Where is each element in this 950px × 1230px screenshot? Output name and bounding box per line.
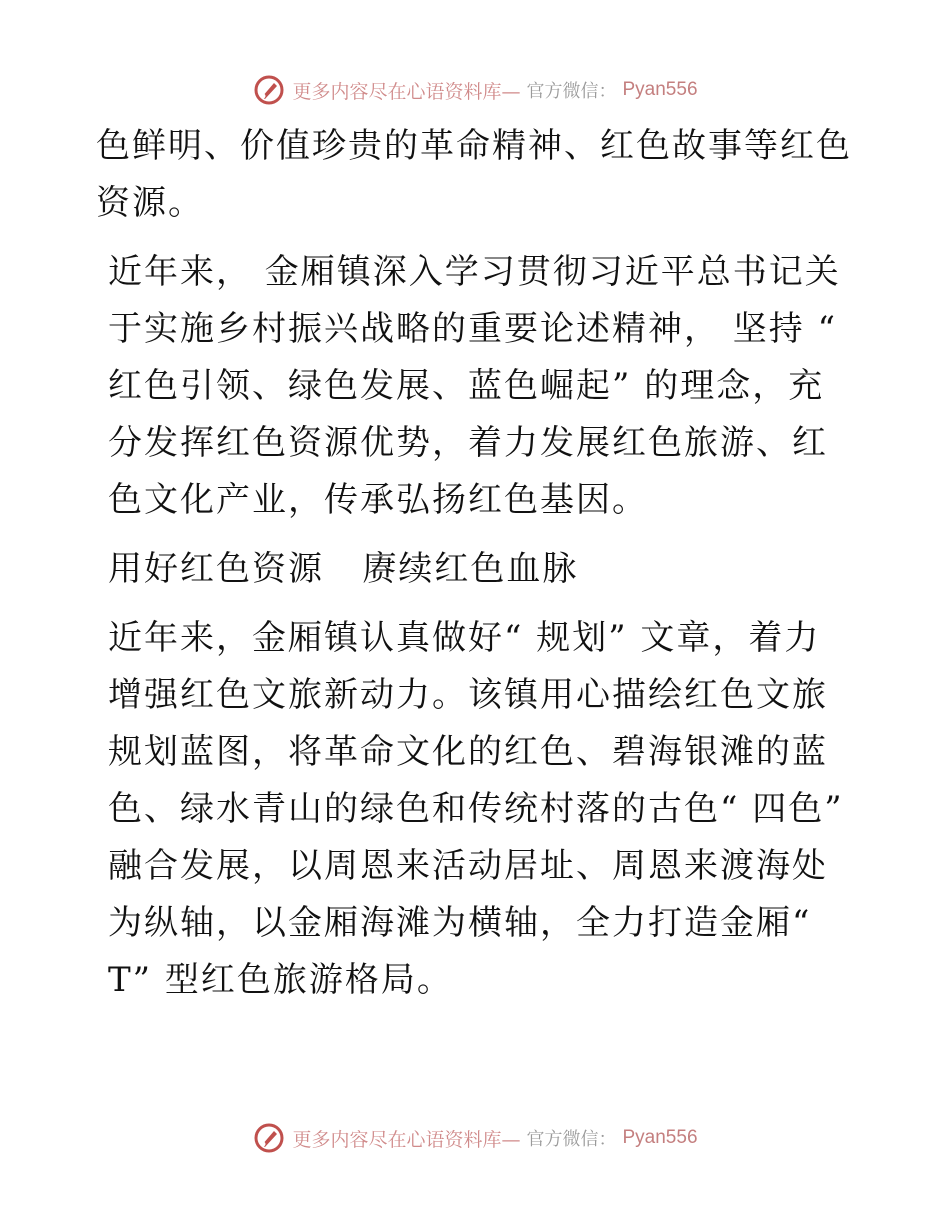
watermark-wechat-id: Pyan556 bbox=[622, 79, 698, 100]
watermark-wechat-label: 官方微信： bbox=[526, 1129, 617, 1150]
header-watermark bbox=[0, 70, 950, 110]
watermark-site-text: 更多内容尽在心语资料库— bbox=[292, 80, 521, 103]
paragraph-planning: 近年来，金厢镇认真做好“ 规划” 文章，着力增强红色文旅新动力。该镇用心描绘红色文旅规划蓝图，将革命文化的红色、碧海银滩的蓝色、绿水青山的绿色和传统村落的古色“ 四色” 融合发展，以周恩来活动居址、周恩来渡海处为纵轴，以金厢海滩为横轴，全力打造金厢“ T” 型红色旅游格局。 bbox=[108, 618, 857, 1000]
ink-pen-seal-icon bbox=[252, 73, 286, 107]
ink-pen-seal-icon bbox=[252, 1121, 286, 1155]
footer-watermark bbox=[0, 1118, 950, 1158]
paragraph-intro: 近年来， 金厢镇深入学习贯彻习近平总书记关于实施乡村振兴战略的重要论述精神， 坚持 “ 红色引领、绿色发展、蓝色崛起” 的理念，充分发挥红色资源优势，着力发展红色旅游、红色文化产业，传承弘扬红色基因。 bbox=[108, 252, 850, 520]
paragraph-continuation: 色鲜明、价值珍贵的革命精神、红色故事等红色资源。 bbox=[96, 126, 852, 223]
watermark-wechat-id: Pyan556 bbox=[622, 1127, 698, 1148]
document-body bbox=[96, 118, 856, 1021]
section-heading: 用好红色资源 赓续红色血脉 bbox=[108, 549, 579, 589]
watermark-site-text: 更多内容尽在心语资料库— bbox=[292, 1128, 521, 1151]
watermark-wechat-label: 官方微信： bbox=[526, 81, 617, 102]
